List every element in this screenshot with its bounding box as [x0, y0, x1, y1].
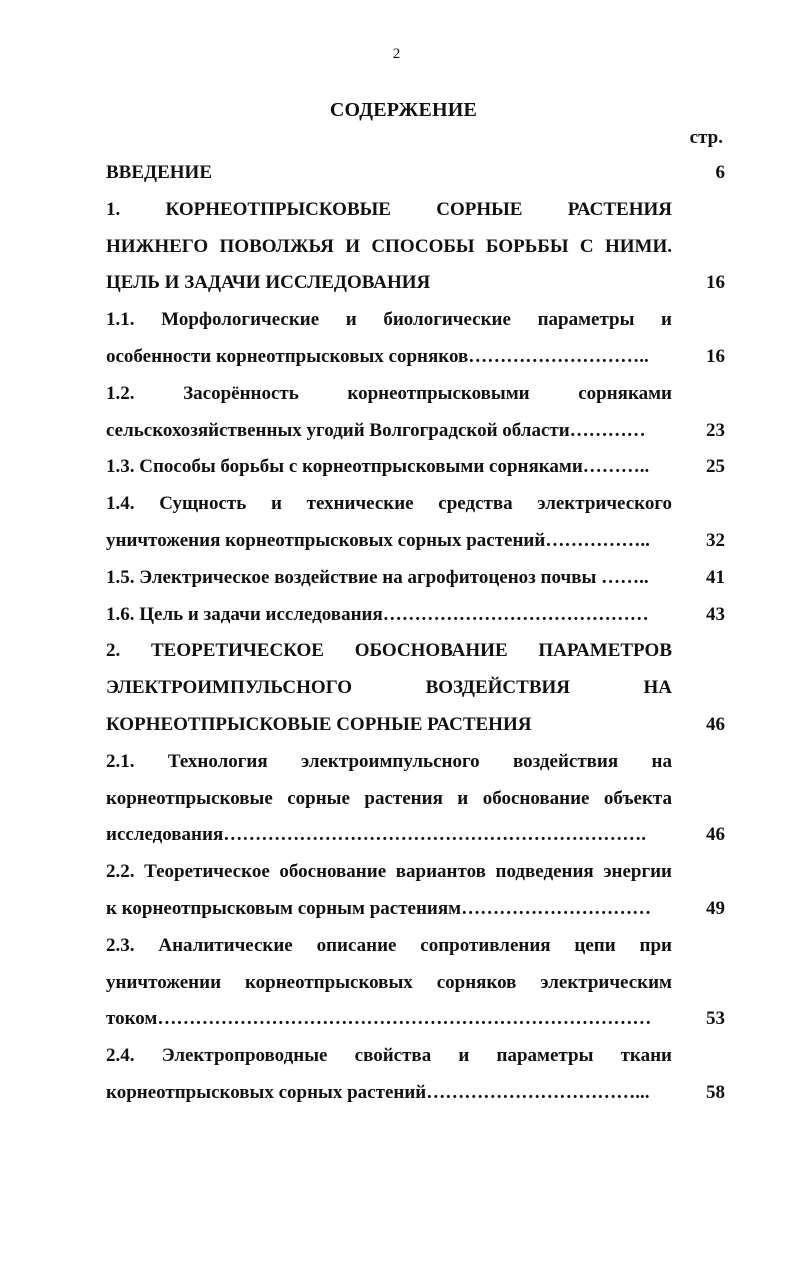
toc-entry-page: 58: [706, 1081, 725, 1103]
toc-entry-line: 1. КОРНЕОТПРЫСКОВЫЕ СОРНЫЕ РАСТЕНИЯ: [106, 198, 672, 220]
toc-entry-section-1-4: [106, 486, 725, 560]
toc-entry-section-2-1: [106, 744, 725, 854]
toc-entry-page: 16: [706, 272, 725, 294]
page-column-label: стр.: [689, 127, 723, 148]
toc-entry-line: ЭЛЕКТРОИМПУЛЬСНОГО ВОЗДЕЙСТВИЯ НА: [106, 677, 672, 699]
toc-entry-line: 1.2. Засорённость корнеотпрысковыми сорняками: [106, 382, 672, 404]
toc-entry-page: 49: [706, 897, 725, 919]
page-title: СОДЕРЖЕНИЕ: [329, 99, 478, 121]
toc-entry-line: исследования………………………………………………………….: [106, 824, 646, 846]
toc-entry-page: 16: [706, 345, 725, 367]
toc-entry-section-2-4: [106, 1038, 725, 1112]
page-number: 2: [392, 46, 401, 62]
toc-entry-chapter-1: [106, 192, 725, 302]
toc-entry-line: 2.3. Аналитические описание сопротивления цепи при: [106, 934, 672, 956]
toc-entry-page: 46: [706, 713, 725, 735]
toc-entry-page: 41: [706, 566, 725, 588]
toc-entry-line: КОРНЕОТПРЫСКОВЫЕ СОРНЫЕ РАСТЕНИЯ: [106, 713, 532, 735]
toc-entry-section-1-1: [106, 302, 725, 376]
toc-entry-line: ЦЕЛЬ И ЗАДАЧИ ИССЛЕДОВАНИЯ: [106, 272, 431, 294]
toc-entry-line: 2. ТЕОРЕТИЧЕСКОЕ ОБОСНОВАНИЕ ПАРАМЕТРОВ: [106, 640, 672, 662]
toc-entry-section-1-6: [106, 597, 725, 634]
toc-entry-page: 32: [706, 529, 725, 551]
toc-entry-section-2-3: [106, 928, 725, 1038]
toc-entry-line: 1.3. Способы борьбы с корнеотпрысковыми сорняками………..: [106, 456, 650, 478]
toc-entry-line: 2.4. Электропроводные свойства и параметры ткани: [106, 1045, 672, 1067]
toc-entry-introduction: [106, 155, 725, 192]
toc-entry-line: 1.4. Сущность и технические средства электрического: [106, 493, 672, 515]
toc-entry-line: уничтожении корнеотпрысковых сорняков электрическим: [106, 971, 672, 993]
toc-entry-line: уничтожения корнеотпрысковых сорных растений……………..: [106, 529, 650, 551]
toc-entry-page: 43: [706, 603, 725, 625]
toc-entry-section-2-2: [106, 854, 725, 928]
table-of-contents: [106, 155, 725, 1112]
toc-entry-line: ВВЕДЕНИЕ: [106, 162, 212, 183]
toc-entry-page: 23: [706, 419, 725, 441]
toc-entry-section-1-2: [106, 376, 725, 450]
toc-entry-line: корнеотпрысковых сорных растений……………………………...: [106, 1081, 650, 1103]
toc-entry-line: 1.5. Электрическое воздействие на агрофитоценоз почвы ……..: [106, 566, 649, 588]
toc-entry-line: НИЖНЕГО ПОВОЛЖЬЯ И СПОСОБЫ БОРЬБЫ С НИМИ.: [106, 235, 672, 257]
toc-entry-line: 2.2. Теоретическое обоснование вариантов подведения энергии: [106, 861, 672, 883]
toc-entry-line: 1.6. Цель и задачи исследования……………………………………: [106, 603, 649, 625]
toc-entry-page: 46: [706, 824, 725, 846]
toc-entry-line: током……………………………………………………………………: [106, 1008, 652, 1030]
toc-entry-line: к корнеотпрысковым сорным растениям…………………………: [106, 897, 652, 919]
toc-entry-section-1-5: [106, 560, 725, 597]
toc-entry-page: 25: [706, 456, 725, 478]
toc-entry-line: особенности корнеотпрысковых сорняков………………………..: [106, 345, 649, 367]
toc-entry-line: сельскохозяйственных угодий Волгоградской области…………: [106, 419, 646, 441]
toc-entry-page: 53: [706, 1008, 725, 1030]
toc-entry-line: 2.1. Технология электроимпульсного воздействия на: [106, 750, 672, 772]
toc-entry-chapter-2: [106, 633, 725, 743]
toc-entry-line: 1.1. Морфологические и биологические параметры и: [106, 309, 672, 331]
toc-entry-line: корнеотпрысковые сорные растения и обоснование объекта: [106, 787, 672, 809]
toc-entry-section-1-3: [106, 449, 725, 486]
toc-entry-page: 6: [715, 162, 725, 183]
